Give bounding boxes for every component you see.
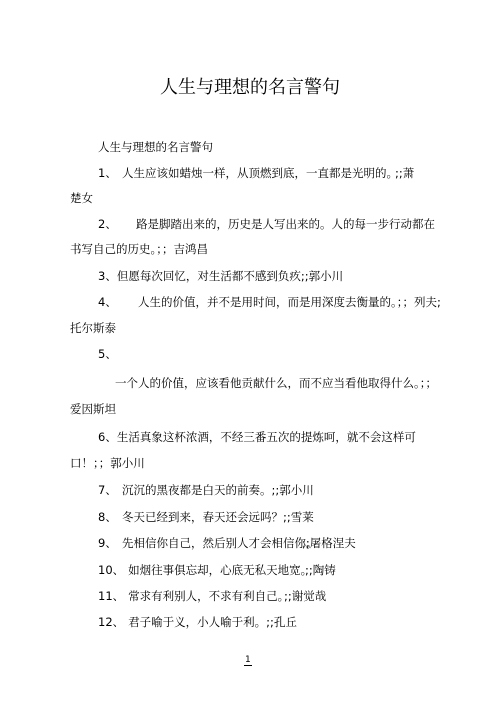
document-title: 人生与理想的名言警句 <box>160 77 340 98</box>
quote-item <box>98 509 283 525</box>
quote-text-continued: 口！；；郭小川 <box>70 456 145 470</box>
quote-item <box>98 216 435 232</box>
quote-item <box>98 614 297 630</box>
quote-number: 11、 <box>98 589 125 603</box>
quote-author-continued: 爱因斯坦 <box>70 402 116 416</box>
quote-author-continued: 楚女 <box>70 191 93 205</box>
quote-item <box>98 535 318 551</box>
quote-text: 冬天已经到来，春天还会远吗？ <box>122 510 283 524</box>
quote-author: ;;雪莱 <box>283 510 314 524</box>
quote-text: 路是脚踏出来的，历史是人写出来的。人的每一步行动都在 <box>136 217 435 231</box>
quote-item <box>98 429 416 445</box>
quote-item <box>98 294 441 310</box>
quote-number: 3、 <box>98 269 117 283</box>
quote-text: 如烟往事俱忘却，心底无私天地宽。 <box>128 563 313 577</box>
page-number <box>244 655 252 665</box>
quote-author: ;;谢觉哉 <box>284 589 327 603</box>
quote-text: 人生的价值，并不是用时间，而是用深度去衡量的。；；列夫; <box>138 295 441 309</box>
quote-number: 1、 <box>98 166 117 180</box>
quote-text: 沉沉的黑夜都是白天的前奏。;;郭小川 <box>122 483 314 497</box>
quote-text: 一个人的价值，应该看他贡献什么，而不应当看他取得什么。；； <box>115 376 437 390</box>
quote-number: 10、 <box>98 563 125 577</box>
quote-text: 君子喻于义，小人喻于利。;;孔丘 <box>128 615 297 629</box>
quote-author-continued: 托尔斯泰 <box>70 321 116 335</box>
quote-item <box>98 268 343 284</box>
quote-author: ;;屠格涅夫 <box>302 536 356 550</box>
quote-author: ;;陶铸 <box>305 563 336 577</box>
page-number-value: 1 <box>245 655 251 665</box>
quote-text: 人生应该如蜡烛一样，从顶燃到底，一直都是光明的。 <box>122 166 398 180</box>
quote-number: 9、 <box>98 536 117 550</box>
quote-number: 4、 <box>98 295 117 309</box>
quote-text: 常求有利别人，不求有利自己。 <box>128 589 290 603</box>
quote-item <box>98 588 289 604</box>
quote-text: 生活真象这杯浓酒，不经三番五次的提炼呵，就不会这样可 <box>116 430 416 444</box>
document-subtitle: 人生与理想的名言警句 <box>98 140 213 154</box>
quote-text: 但愿每次回忆，对生活都不感到负疚;;郭小川 <box>116 269 344 283</box>
quote-item <box>98 165 398 181</box>
quote-item <box>98 562 312 578</box>
quote-text: 先相信你自己，然后别人才会相信你。 <box>122 536 318 550</box>
quote-number: 2、 <box>98 217 117 231</box>
quote-number: 5、 <box>98 347 117 361</box>
quote-author: ;;萧 <box>395 166 415 180</box>
quote-number: 6、 <box>98 430 117 444</box>
quote-number: 12、 <box>98 615 125 629</box>
quote-number: 7、 <box>98 483 117 497</box>
quote-number: 8、 <box>98 510 117 524</box>
quote-text-continued: 书写自己的历史。；；吉鸿昌 <box>70 242 208 256</box>
quote-item <box>98 482 314 498</box>
